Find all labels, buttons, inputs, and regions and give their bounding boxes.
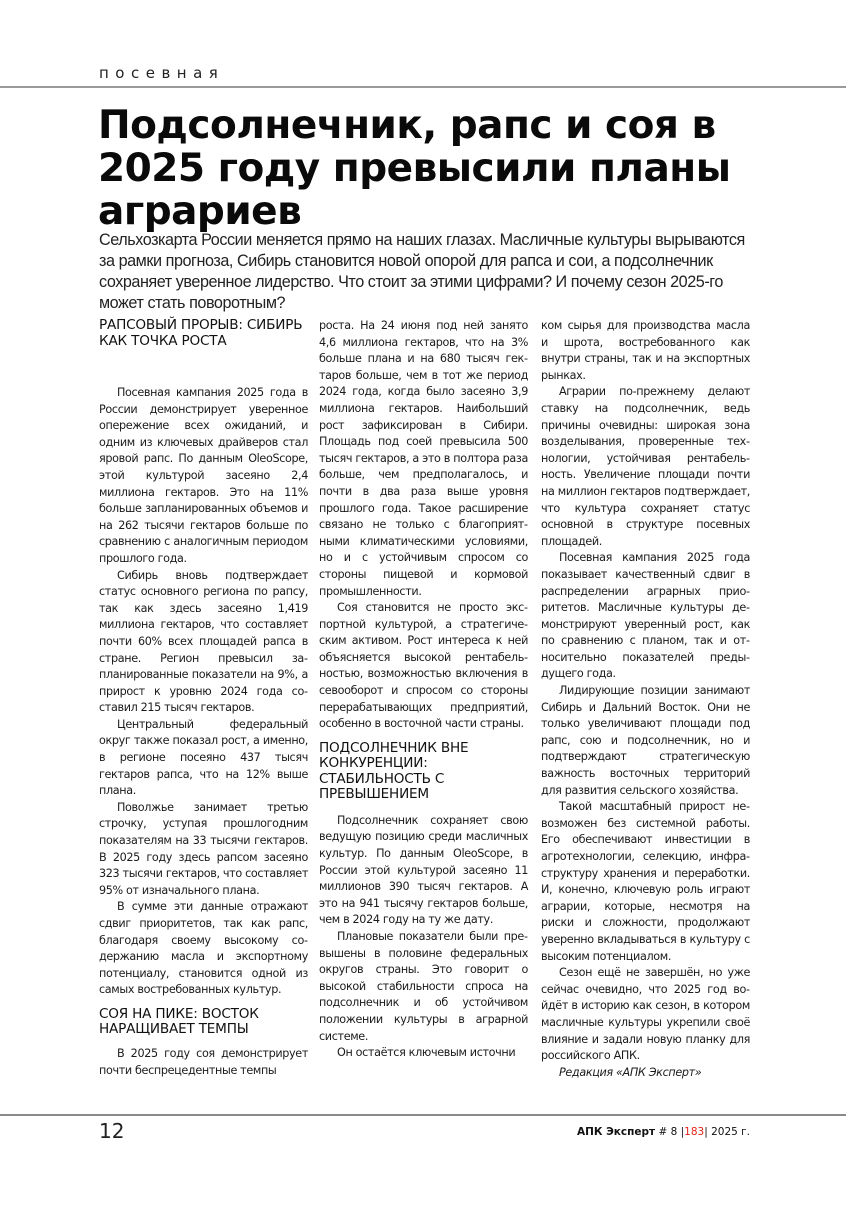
paragraph: В 2025 году соя демонстрирует почти беспрецедентные темпы	[99, 1046, 308, 1077]
paragraph: Плановые показатели были превышены в половине федеральных округов страны. Это говорит о высокой стабильности спроса на подсолнечник и об устойчивом положении культуры в аграрной системе.	[319, 930, 528, 1043]
issue-total: 183	[684, 1126, 705, 1138]
paragraph: Подсолнечник сохраняет свою ведущую позицию среди масличных культур. По данным OleoScope, в России этой культурой засеяно 11 миллионов 390 тысяч гектаров. А это на 941 тысячу гектаров больше, чем в 2024 году на ту же дату.	[319, 813, 528, 927]
article-signature: Редакция «АПК Эксперт»	[559, 1065, 702, 1079]
subhead-sunflower: ПОДСОЛНЕЧНИК ВНЕ КОНКУРЕНЦИИ: СТАБИЛЬНОСТЬ С ПРЕВЫШЕНИЕМ	[319, 739, 469, 803]
magazine-brand: АПК Эксперт	[576, 1126, 656, 1138]
page-number: 12	[99, 1119, 125, 1143]
paragraph: Центральный федеральный округ также показал рост, а именно, в регионе посеяно 437 тысяч гектаров рапса, что на 12% выше плана.	[99, 717, 308, 798]
paragraph: Такой масштабный прирост невозможен без системной работы. Его обеспечивают инвестиции в агротехнологии, селекцию, инфраструктуру хранения и переработки. И, конечно, ключевую роль играют аграрии, которые, несмотря на риски и сложности, продолжают уверенно вкладываться в культуру с высоким потенциалом.	[541, 800, 750, 963]
paragraph: ком сырья для производства масла и шрота, востребованного как внутри страны, так и на экспортных рынках.	[541, 319, 750, 382]
subhead-rapeseed: РАПСОВЫЙ ПРОРЫВ: СИБИРЬ КАК ТОЧКА РОСТА	[99, 317, 303, 349]
paragraph: Аграрии по-прежнему делают ставку на подсолнечник, ведь причины очевидны: широкая зона возделывания, проверенные технологии, устойчивая рентабельность. Увеличение площади почти на миллион гектаров подтверждает, что культура сохраняет статус основной в структуре посевных площадей.	[541, 385, 750, 548]
paragraph: Лидирующие позиции занимают Сибирь и Дальний Восток. Они не только увеличивают площади под рапс, сою и подсолнечник, но и подтверждают стратегическую важность восточных территорий для развития сельского хозяйства.	[541, 684, 750, 797]
issue-number: # 8 |	[655, 1126, 685, 1138]
column-2	[319, 318, 528, 1062]
issue-year: | 2025 г.	[704, 1126, 750, 1138]
paragraph: Посевная кампания 2025 года показывает качественный сдвиг в распределении аграрных приоритетов. Масличные культуры демонстрируют уверенный рост, как по сравнению с планом, так и относительно показателей предыдущего года.	[541, 551, 750, 681]
paragraph: Сибирь вновь подтверждает статус основного региона по рапсу, так как здесь засеяно 1,419 миллиона гектаров, что составляет почти 60% всех площадей рапса в стране. Регион превысил запланированные показатели на 9%, а прирост к уровню 2024 года составил 215 тысяч гектаров.	[99, 568, 308, 715]
section-label: посевная	[99, 64, 225, 82]
column-3	[541, 318, 750, 1081]
subhead-soy: СОЯ НА ПИКЕ: ВОСТОК НАРАЩИВАЕТ ТЕМПЫ	[99, 1005, 259, 1038]
paragraph: В сумме эти данные отражают сдвиг приоритетов, так как рапс, благодаря своему высокому содержанию масла и экспортному потенциалу, становится одной из самых востребованных культур.	[99, 900, 308, 997]
magazine-masthead	[577, 1126, 750, 1138]
paragraph: Поволжье занимает третью строчку, уступая прошлогодним показателям на 33 тысячи гектаров. В 2025 году здесь рапсом засеяно 323 тысячи гектаров, что составляет 95% от изначального плана.	[99, 800, 308, 897]
article-title: Подсолнечник, рапс и соя в 2025 году превысили планы аграриев	[98, 103, 731, 234]
paragraph: Посевная кампания 2025 года в России демонстрирует уверенное опережение всех ожиданий, и одним из ключевых драйверов стал яровой рапс. По данным OleoScope, этой культурой засеяно 2,4 миллиона гектаров. Это на 11% больше запланированных объемов и на 262 тысячи гектаров больше по сравнению с аналогичным периодом прошлого года.	[99, 386, 308, 565]
paragraph: Соя становится не просто экспортной культурой, а стратегическим активом. Рост интереса к ней объясняется высокой рентабельностью, возможностью включения в севооборот и спросом со стороны перерабатывающих предприятий, особенно в восточной части страны.	[319, 601, 528, 731]
bottom-divider	[0, 1114, 846, 1116]
top-divider	[0, 86, 846, 88]
paragraph: Сезон ещё не завершён, но уже сейчас очевидно, что 2025 год войдёт в историю как сезон, в котором масличные культуры укрепили своё влияние и задали новую планку для российского АПК.	[541, 966, 750, 1063]
column-1	[99, 318, 308, 1079]
paragraph: роста. На 24 июня под ней занято 4,6 миллиона гектаров, что на 3% больше плана и на 680 тысяч гектаров больше, чем в тот же период 2024 года, когда было засеяно 3,9 миллиона гектаров. Наибольший рост зафиксирован в Сибири. Площадь под соей превысила 500 тысяч гектаров, а это в полтора раза больше, чем предполагалось, и почти в два раза выше уровня прошлого года. Такое расширение связано не только с благоприятными климатическими условиями, но и с устойчивым спросом со стороны пищевой и кормовой промышленности.	[319, 319, 528, 598]
paragraph: Он остаётся ключевым источни	[337, 1046, 516, 1060]
article-lead: Сельхозкарта России меняется прямо на наших глазах. Масличные культуры вырываются за рамки прогноза, Сибирь становится новой опорой для рапса и сои, а подсолнечник сохраняет уверенное лидерство. Что стоит за этими цифрами? И почему сезон 2025-го может стать поворотным?	[99, 231, 745, 312]
